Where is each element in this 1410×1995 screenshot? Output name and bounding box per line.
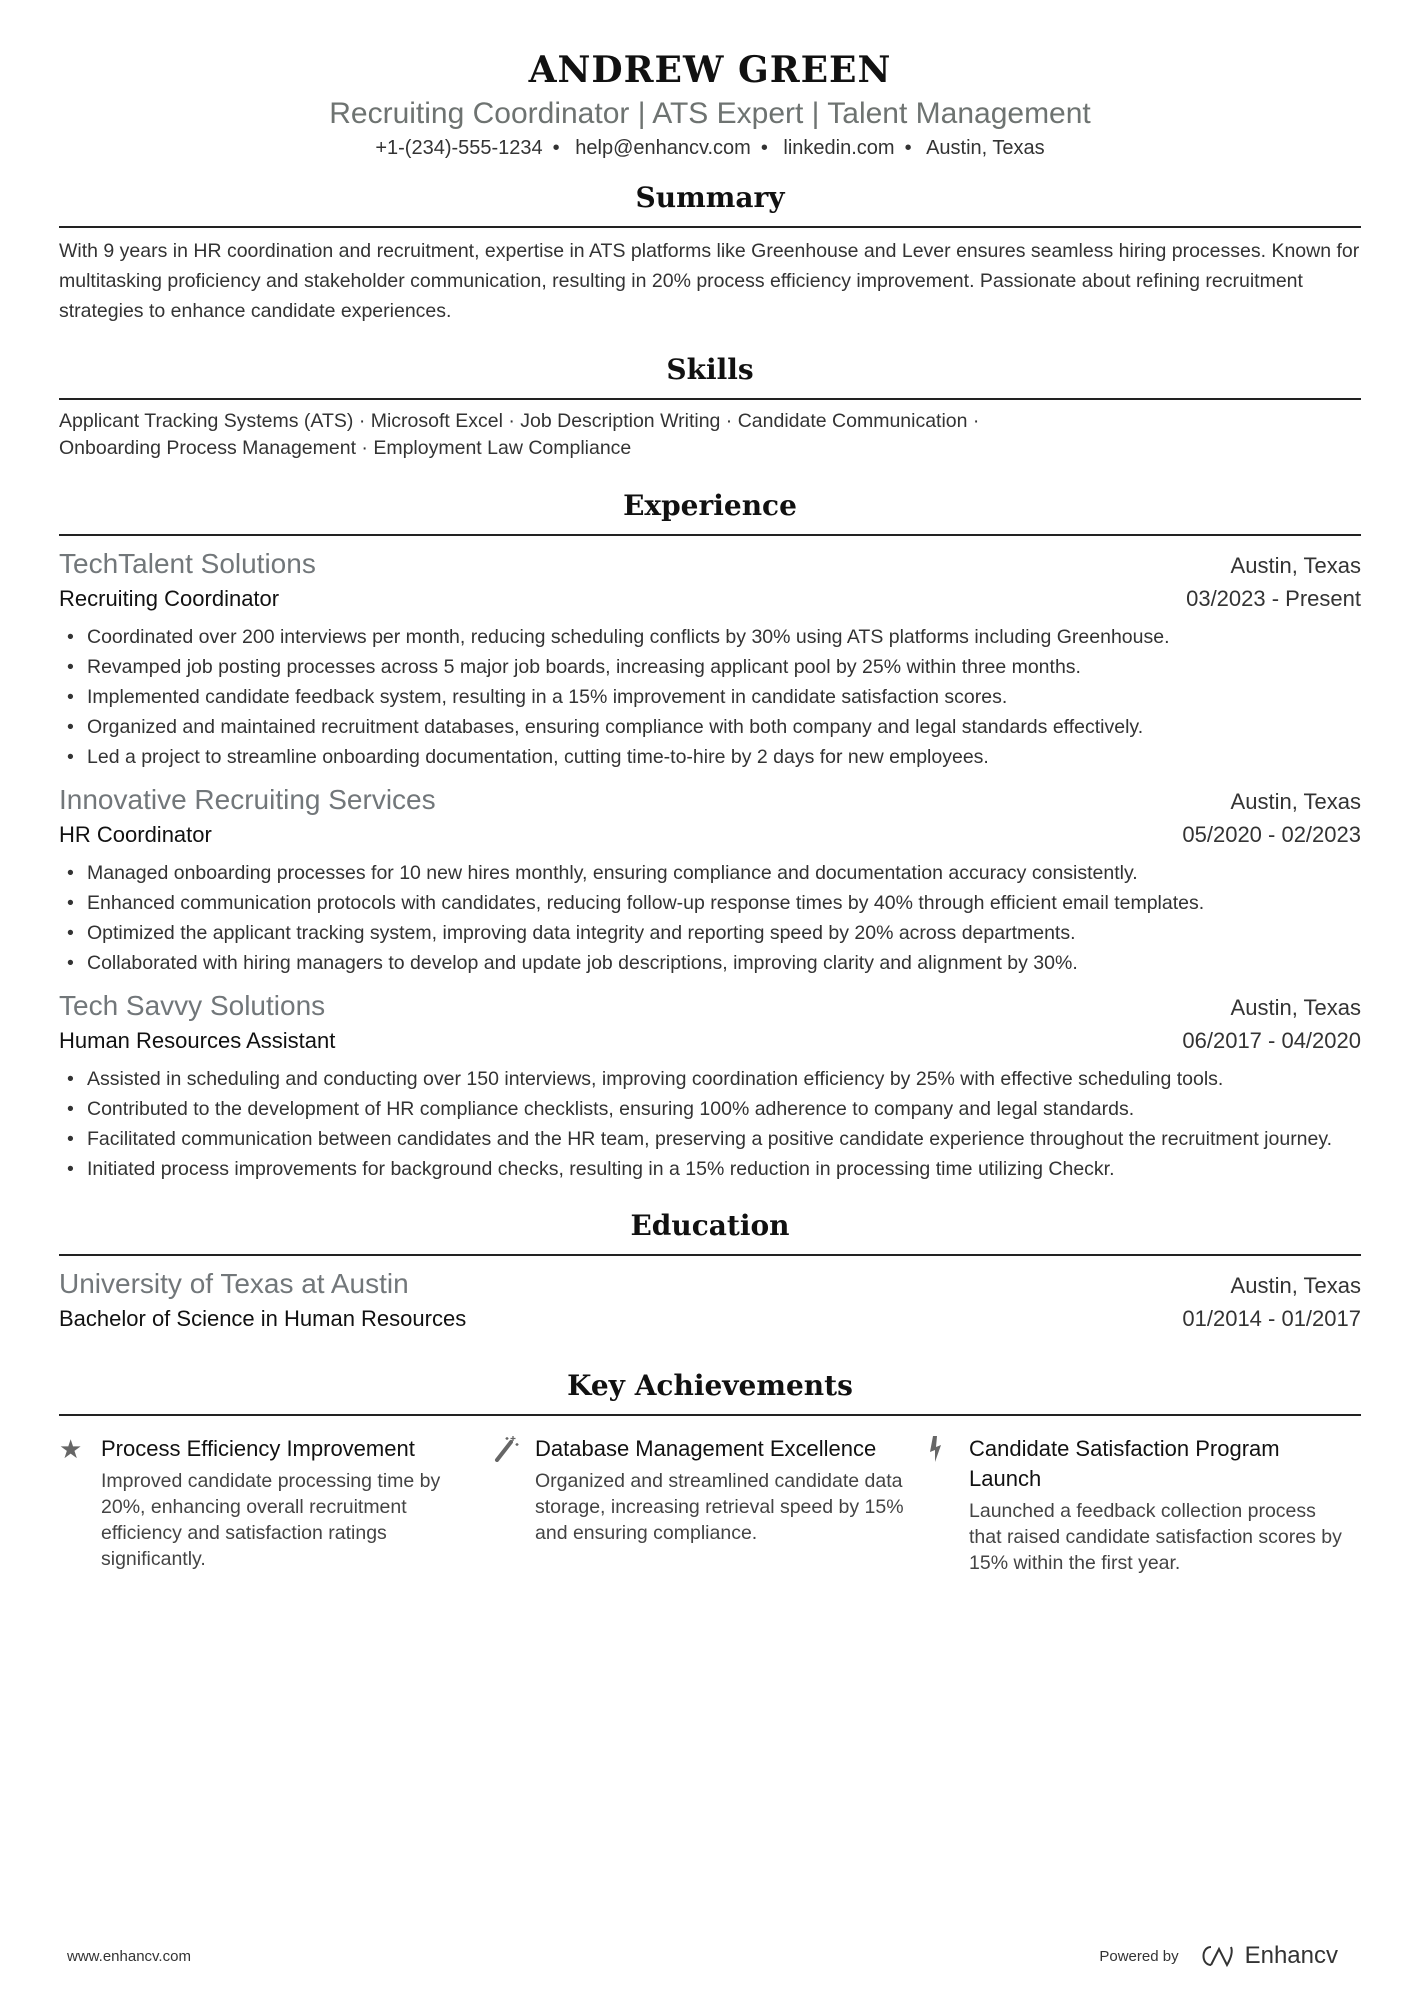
magic-wand-icon	[493, 1434, 535, 1576]
skills-heading: Skills	[59, 350, 1361, 400]
job-bullets	[59, 622, 1361, 772]
job-bullet: • Revamped job posting processes across 5 major job boards, increasing applicant pool by 25% within three months.	[59, 652, 1361, 682]
achievement-desc: Organized and streamlined candidate data storage, increasing retrieval speed by 15% and ensuring compliance.	[535, 1470, 904, 1544]
job-bullet: • Enhanced communication protocols with candidates, reducing follow-up response times by 40% through efficient email templates.	[59, 888, 1361, 918]
achievement-item	[927, 1434, 1361, 1576]
footer-website[interactable]: www.enhancv.com	[67, 1948, 191, 1965]
achievement-item	[59, 1434, 493, 1576]
job-bullets	[59, 858, 1361, 978]
job-entry	[59, 546, 1361, 772]
skills-list	[59, 408, 1361, 462]
achievement-title: Database Management Excellence	[535, 1436, 877, 1461]
footer-branding	[1099, 1942, 1338, 1970]
job-dates: 05/2020 - 02/2023	[1182, 822, 1361, 847]
job-bullet: • Assisted in scheduling and conducting over 150 interviews, improving coordination efficiency by 25% with effective scheduling tools.	[59, 1064, 1361, 1094]
candidate-subtitle: Recruiting Coordinator | ATS Expert | Talent Management	[329, 97, 1091, 130]
school-name: University of Texas at Austin	[59, 1268, 409, 1299]
job-role: HR Coordinator	[59, 822, 212, 847]
job-bullet: • Coordinated over 200 interviews per month, reducing scheduling conflicts by 30% using ATS platforms including Greenhouse.	[59, 622, 1361, 652]
powered-by-label: Powered by	[1099, 1947, 1179, 1965]
achievements-list	[59, 1434, 1361, 1576]
experience-list	[59, 546, 1361, 1184]
job-bullet: • Facilitated communication between candidates and the HR team, preserving a positive candidate experience throughout the recruitment journey.	[59, 1124, 1361, 1154]
job-entry	[59, 782, 1361, 978]
education-heading: Education	[59, 1206, 1361, 1256]
achievement-title: Process Efficiency Improvement	[101, 1436, 415, 1461]
experience-heading: Experience	[59, 486, 1361, 536]
enhancv-logo[interactable]	[1197, 1942, 1338, 1970]
job-bullet: • Managed onboarding processes for 10 new hires monthly, ensuring compliance and documentation accuracy consistently.	[59, 858, 1361, 888]
email-link[interactable]: help@enhancv.com	[575, 137, 751, 159]
brand-name: Enhancv	[1244, 1942, 1338, 1969]
resume	[59, 48, 1361, 1576]
phone: +1-(234)-555-1234	[375, 137, 543, 159]
skills-line: Onboarding Process Management · Employment Law Compliance	[59, 437, 632, 459]
job-bullet: • Implemented candidate feedback system, resulting in a 15% improvement in candidate satisfaction scores.	[59, 682, 1361, 712]
achievement-desc: Launched a feedback collection process that raised candidate satisfaction scores by 15% within the first year.	[969, 1500, 1342, 1574]
summary-heading: Summary	[59, 178, 1361, 228]
location: Austin, Texas	[926, 137, 1045, 159]
degree: Bachelor of Science in Human Resources	[59, 1306, 467, 1331]
achievements-heading: Key Achievements	[59, 1366, 1361, 1416]
job-dates: 03/2023 - Present	[1186, 586, 1361, 611]
contact-line: +1-(234)-555-1234 • help@enhancv.com • linkedin.com • Austin, Texas	[375, 137, 1045, 159]
job-dates: 06/2017 - 04/2020	[1182, 1028, 1361, 1053]
linkedin-link[interactable]: linkedin.com	[783, 137, 895, 159]
job-bullet: • Contributed to the development of HR compliance checklists, ensuring 100% adherence to company and legal standards.	[59, 1094, 1361, 1124]
company-name: TechTalent Solutions	[59, 548, 316, 579]
star-icon: ★	[59, 1434, 83, 1464]
achievement-item	[493, 1434, 927, 1576]
job-role: Recruiting Coordinator	[59, 586, 280, 611]
enhancv-logo-icon	[1197, 1944, 1237, 1968]
school-location: Austin, Texas	[1230, 1273, 1361, 1298]
job-role: Human Resources Assistant	[59, 1028, 336, 1053]
company-name: Tech Savvy Solutions	[59, 990, 326, 1021]
job-location: Austin, Texas	[1230, 789, 1361, 814]
summary-text: With 9 years in HR coordination and recruitment, expertise in ATS platforms like Greenhouse and Lever ensures seamless hiring processes. Known for multitasking proficiency and stakeholder communication, resulting in 20% process efficiency improvement. Passionate about refining recruitment strategies to enhance candidate experiences.	[59, 240, 1360, 322]
job-bullet: • Collaborated with hiring managers to develop and update job descriptions, improving clarity and alignment by 30%.	[59, 948, 1361, 978]
job-bullet: • Optimized the applicant tracking system, improving data integrity and reporting speed by 20% across departments.	[59, 918, 1361, 948]
company-name: Innovative Recruiting Services	[59, 784, 436, 815]
job-bullet: • Organized and maintained recruitment databases, ensuring compliance with both company and legal standards effectively.	[59, 712, 1361, 742]
education-dates: 01/2014 - 01/2017	[1182, 1306, 1361, 1331]
job-location: Austin, Texas	[1230, 995, 1361, 1020]
job-bullets	[59, 1064, 1361, 1184]
skills-line: Applicant Tracking Systems (ATS) · Microsoft Excel · Job Description Writing · Candidate Communication ·	[59, 410, 980, 432]
job-bullet: • Initiated process improvements for background checks, resulting in a 15% reduction in processing time utilizing Checkr.	[59, 1154, 1361, 1184]
achievement-title: Candidate Satisfaction Program Launch	[969, 1436, 1280, 1491]
job-location: Austin, Texas	[1230, 553, 1361, 578]
achievement-desc: Improved candidate processing time by 20%, enhancing overall recruitment efficiency and satisfaction ratings significantly.	[101, 1470, 441, 1570]
job-entry	[59, 988, 1361, 1184]
lightning-icon	[927, 1434, 969, 1576]
candidate-name: ANDREW GREEN	[528, 49, 892, 91]
education-entry	[59, 1266, 1361, 1336]
job-bullet: • Led a project to streamline onboarding documentation, cutting time-to-hire by 2 days for new employees.	[59, 742, 1361, 772]
